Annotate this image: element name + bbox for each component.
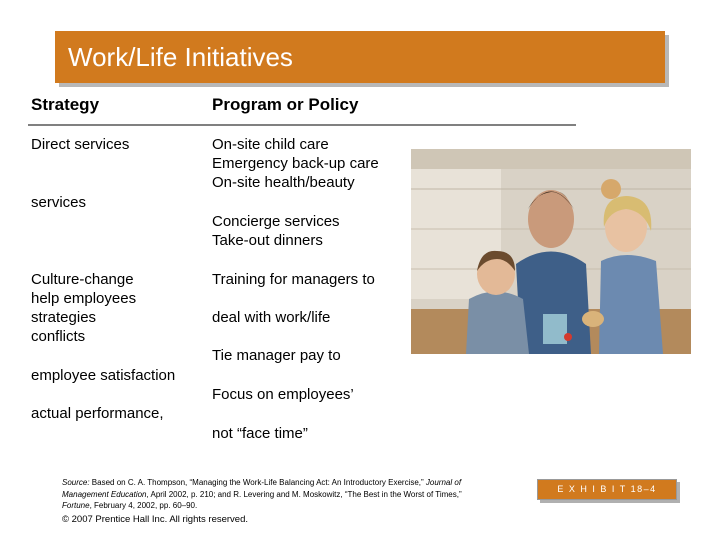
- source-journal: Journal of Management Education: [62, 478, 462, 499]
- source-magazine: Fortune: [62, 501, 90, 510]
- header-program: Program or Policy: [212, 95, 359, 114]
- program-emergency-backup-care: Emergency back-up care: [212, 155, 379, 172]
- copyright-notice: © 2007 Prentice Hall Inc. All rights reserved.: [62, 514, 249, 525]
- program-not-face-time: not “face time”: [212, 425, 308, 442]
- header-strategy: Strategy: [31, 95, 100, 114]
- strategy-services: services: [31, 194, 87, 211]
- program-onsite-child-care: On-site child care: [212, 136, 329, 153]
- program-takeout-dinners: Take-out dinners: [212, 232, 323, 249]
- program-deal-work-life: deal with work/life: [212, 309, 331, 326]
- strategy-employee-satisfaction: employee satisfaction: [31, 367, 176, 384]
- header-divider: [28, 124, 576, 126]
- family-photo: [411, 149, 691, 354]
- program-focus-employees: Focus on employees’: [212, 386, 354, 403]
- source-label: Source:: [62, 478, 90, 487]
- strategy-conflicts: conflicts: [31, 328, 86, 345]
- source-text-1: Based on C. A. Thompson, “Managing the Work-Life Balancing Act: An Introductory Exercise,”: [89, 478, 426, 487]
- slide-title: Work/Life Initiatives: [68, 42, 293, 72]
- program-training-managers: Training for managers to: [212, 271, 375, 288]
- source-text-3: , February 4, 2002, pp. 60–90.: [89, 501, 198, 510]
- program-tie-manager-pay: Tie manager pay to: [212, 347, 341, 364]
- strategy-help-employees: help employees: [31, 290, 137, 307]
- exhibit-label: E X H I B I T 18–4 (cont'd): [537, 479, 677, 500]
- source-text-2: , April 2002, p. 210; and R. Levering and M. Moskowitz, “The Best in the Worst of Times,”: [146, 489, 462, 499]
- strategy-direct-services: Direct services: [31, 136, 130, 153]
- strategy-culture-change: Culture-change: [31, 271, 134, 288]
- title-banner: [55, 31, 665, 83]
- strategy-strategies: strategies: [31, 309, 97, 326]
- program-concierge-services: Concierge services: [212, 213, 340, 230]
- program-onsite-health-beauty: On-site health/beauty: [212, 174, 355, 191]
- strategy-actual-performance: actual performance,: [31, 405, 164, 422]
- source-citation: [62, 477, 462, 512]
